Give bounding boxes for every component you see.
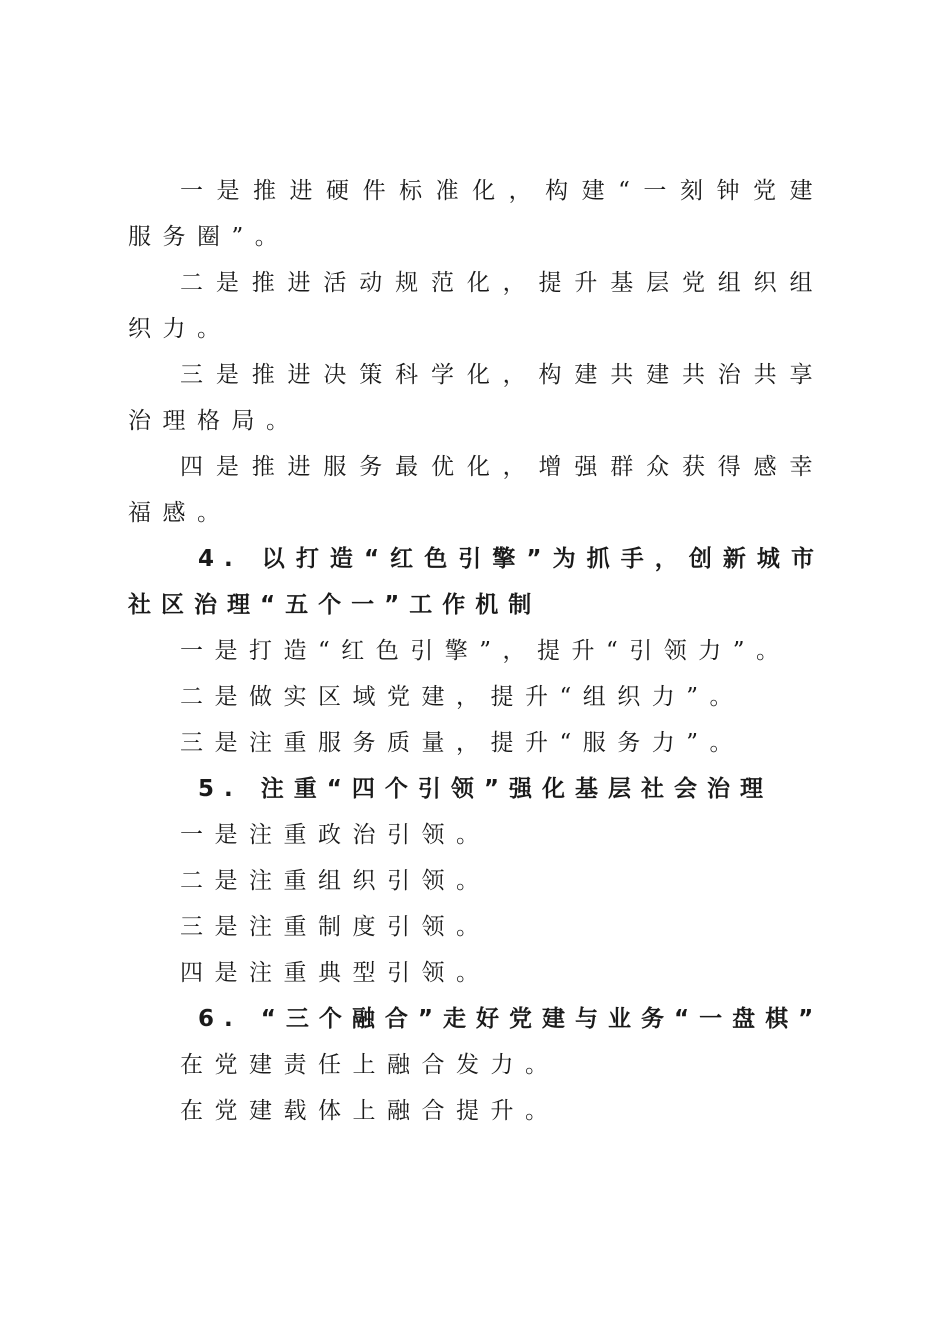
paragraph-institutional-guidance: 三是注重制度引领。 <box>180 914 491 940</box>
paragraph-hardware-standardization: 一是推进硬件标准化，构建“一刻钟党建服务圈”。 <box>128 178 824 250</box>
paragraph-service-quality: 三是注重服务质量，提升“服务力”。 <box>180 730 745 756</box>
paragraph-political-guidance: 一是注重政治引领。 <box>180 822 491 848</box>
section-heading-5: 5. 注重“四个引领”强化基层社会治理 <box>198 776 773 802</box>
paragraph-activity-regulation: 二是推进活动规范化，提升基层党组织组织力。 <box>128 270 824 342</box>
paragraph-responsibility-integration: 在党建责任上融合发力。 <box>180 1052 560 1078</box>
paragraph-decision-science: 三是推进决策科学化，构建共建共治共享治理格局。 <box>128 362 824 434</box>
paragraph-red-engine: 一是打造“红色引擎”，提升“引领力”。 <box>180 638 791 664</box>
paragraph-service-optimization: 四是推进服务最优化，增强群众获得感幸福感。 <box>128 454 824 526</box>
section-heading-4: 4. 以打造“红色引擎”为抓手，创新城市社区治理“五个一”工作机制 <box>128 546 824 618</box>
paragraph-carrier-integration: 在党建载体上融合提升。 <box>180 1098 560 1124</box>
paragraph-exemplary-guidance: 四是注重典型引领。 <box>180 960 491 986</box>
paragraph-regional-party-building: 二是做实区域党建，提升“组织力”。 <box>180 684 745 710</box>
document-body <box>128 168 824 1134</box>
section-heading-6: 6. “三个融合”走好党建与业务“一盘棋” <box>198 1006 824 1032</box>
paragraph-organizational-guidance: 二是注重组织引领。 <box>180 868 491 894</box>
